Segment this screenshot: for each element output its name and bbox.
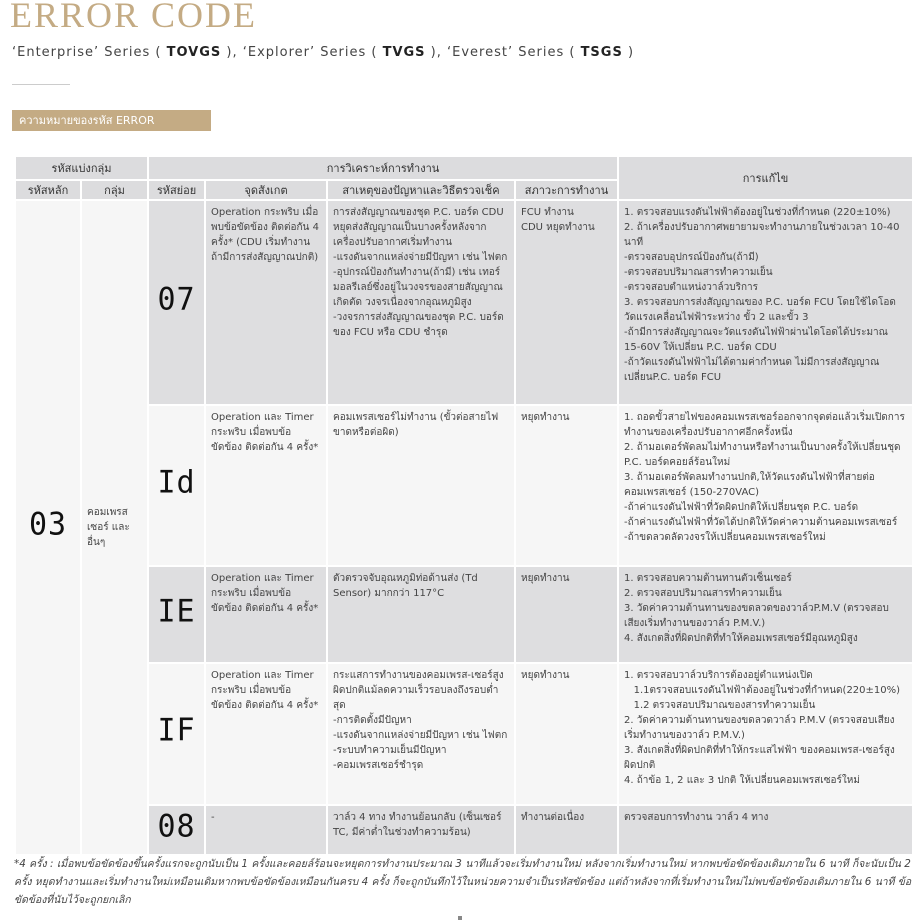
- model-tsgs: TSGS: [580, 45, 623, 60]
- group-cell: [81, 200, 148, 855]
- fix-line: 3. ตรวจสอบการส่งสัญญาณของ P.C. บอร์ด FCU โดยใช้ไดโอดวัดแรงเคลื่อนไฟฟ้าระหว่าง ขั้ว 2 และขั้ว 3: [624, 297, 896, 323]
- status-line: ทำงานต่อเนื่อง: [521, 812, 585, 823]
- sub-code: 08: [157, 808, 196, 845]
- sub-code-cell: [148, 805, 205, 855]
- observation-text: -: [211, 812, 215, 823]
- fix-header: การแก้ไข: [618, 156, 913, 200]
- cause-cell: [327, 566, 515, 663]
- col-sub-code: รหัสย่อย: [148, 180, 205, 200]
- cause-line: -แรงดันจากแหล่งจ่ายมีปัญหา เช่น ไฟตก: [333, 730, 508, 741]
- table-row: [15, 805, 913, 855]
- cause-cell: [327, 663, 515, 805]
- subtitle-text: ), ‘Everest’ Series (: [425, 45, 581, 60]
- fix-cell: [618, 663, 913, 805]
- col-main-code: รหัสหลัก: [15, 180, 81, 200]
- page-marker: [458, 916, 462, 920]
- fix-line: 2. ตรวจสอบปริมาณสารทำความเย็น: [624, 588, 782, 599]
- analysis-header: การวิเคราะห์การทำงาน: [148, 156, 618, 180]
- subtitle-text: ): [622, 45, 635, 60]
- status-line: FCU ทำงาน: [521, 207, 574, 218]
- status-cell: [515, 200, 618, 405]
- status-line: หยุดทำงาน: [521, 573, 570, 584]
- cause-line: ตัวตรวจจับอุณหภูมิท่อด้านส่ง (Td Sensor) มากกว่า 117°C: [333, 573, 481, 599]
- col-status: สภาวะการทำงาน: [515, 180, 618, 200]
- cause-line: -การติดตั้งมีปัญหา: [333, 715, 412, 726]
- group-header: รหัสแบ่งกลุ่ม: [15, 156, 148, 180]
- cause-cell: [327, 805, 515, 855]
- cause-line: วาล์ว 4 ทาง ทำงานย้อนกลับ (เซ็นเซอร์ TC, มีค่าต่ำในช่วงทำความร้อน): [333, 812, 505, 838]
- fix-line: 1. ตรวจสอบวาล์วบริการต้องอยู่ตำแหน่งเปิด: [624, 670, 813, 681]
- fix-cell: [618, 566, 913, 663]
- status-line: หยุดทำงาน: [521, 670, 570, 681]
- observation-text: Operation และ Timer กระพริบ เมื่อพบข้อขัดข้อง ติดต่อกัน 4 ครั้ง*: [211, 573, 319, 614]
- model-tovgs: TOVGS: [166, 45, 222, 60]
- fix-line: -ตรวจสอบอุปกรณ์ป้องกัน(ถ้ามี): [624, 252, 759, 263]
- sub-code: IF: [157, 712, 196, 749]
- table-row: [15, 200, 913, 405]
- group-label: คอมเพรส เซอร์ และ อื่นๆ: [87, 507, 130, 548]
- observation-cell: [205, 200, 327, 405]
- cause-cell: [327, 200, 515, 405]
- cause-line: คอมเพรสเซอร์ไม่ทำงาน (ขั้วต่อสายไฟขาดหรือต่อผิด): [333, 412, 499, 438]
- main-code: 03: [28, 505, 68, 543]
- observation-cell: [205, 805, 327, 855]
- observation-cell: [205, 566, 327, 663]
- col-observation: จุดสังเกต: [205, 180, 327, 200]
- sub-code-cell: [148, 566, 205, 663]
- fix-line: 4. สังเกตสิ่งที่ผิดปกติที่ทำให้คอมเพรสเซอร์มีอุณหภูมิสูง: [624, 633, 858, 644]
- fix-line: 3. สังเกตสิ่งที่ผิดปกติที่ทำให้กระแสไฟฟ้า ของคอมเพรส-เซอร์สูงผิดปกติ: [624, 745, 895, 771]
- model-tvgs: TVGS: [382, 45, 426, 60]
- cause-line: -วงจรการส่งสัญญาณของชุด P.C. บอร์ด ของ FCU หรือ CDU ชำรุด: [333, 312, 507, 338]
- status-line: หยุดทำงาน: [521, 412, 570, 423]
- sub-code: IE: [157, 592, 196, 630]
- fix-line: -ถ้าค่าแรงดันไฟฟ้าที่วัดได้ปกติให้วัดค่าความต้านคอมเพรสเซอร์: [624, 517, 898, 528]
- fix-line: -ถ้ามีการส่งสัญญาณจะวัดแรงดันไฟฟ้าผ่านไดโอดได้ประมาณ 15-60V ให้เปลี่ยน P.C. บอร์ด CDU: [624, 327, 892, 353]
- cause-line: -แรงดันจากแหล่งจ่ายมีปัญหา เช่น ไฟตก: [333, 252, 508, 263]
- fix-line: 3. ถ้ามอเตอร์พัดลมทำงานปกติ,ให้วัดแรงดันไฟฟ้าที่สายต่อคอมเพรสเซอร์ (150-270VAC): [624, 472, 875, 498]
- fix-cell: [618, 405, 913, 566]
- page-title: ERROR CODE: [10, 0, 258, 35]
- sub-code: Id: [157, 463, 196, 501]
- fix-line: 1.2 ตรวจสอบปริมาณของสารทำความเย็น: [624, 700, 816, 711]
- fix-line: -ตรวจสอบปริมาณสารทำความเย็น: [624, 267, 773, 278]
- cause-cell: [327, 405, 515, 566]
- cause-line: การส่งสัญญาณของชุด P.C. บอร์ด CDU หยุดส่งสัญญาณเป็นบางครั้งหลังจากเครื่องปรับอากาศเริ่มทำงาน: [333, 207, 507, 248]
- fix-line: -ถ้าวัดแรงดันไฟฟ้าไม่ได้ตามค่ากำหนด ไม่มีการส่งสัญญาณ เปลี่ยนP.C. บอร์ด FCU: [624, 357, 883, 383]
- observation-cell: [205, 663, 327, 805]
- observation-cell: [205, 405, 327, 566]
- table-row: [15, 405, 913, 566]
- status-line: CDU หยุดทำงาน: [521, 222, 595, 233]
- col-cause: สาเหตุของปัญหาและวิธีตรวจเช็ค: [327, 180, 515, 200]
- cause-line: -อุปกรณ์ป้องกันทำงาน(ถ้ามี) เช่น เทอร์มอลรีเลย์ซึ่งอยู่ในวงจรของสายสัญญาณเกิดตัด วงจรเนื่องจากอุณหภูมิสูง: [333, 267, 503, 308]
- fix-line: -ตรวจสอบตำแหน่งวาล์วบริการ: [624, 282, 759, 293]
- fix-line: 1. ตรวจสอบความต้านทานตัวเซ็นเซอร์: [624, 573, 792, 584]
- section-badge: ความหมายของรหัส ERROR: [12, 110, 211, 131]
- cause-line: -ระบบทำความเย็นมีปัญหา: [333, 745, 447, 756]
- sub-code-cell: [148, 200, 205, 405]
- fix-line: 1.1ตรวจสอบแรงดันไฟฟ้าต้องอยู่ในช่วงที่กำหนด(220±10%): [624, 685, 901, 696]
- subtitle-text: ), ‘Explorer’ Series (: [221, 45, 383, 60]
- fix-cell: [618, 805, 913, 855]
- error-code-table: [14, 155, 914, 856]
- fix-line: ตรวจสอบการทำงาน วาล์ว 4 ทาง: [624, 812, 769, 823]
- observation-text: Operation และ Timer กระพริบ เมื่อพบข้อขัดข้อง ติดต่อกัน 4 ครั้ง*: [211, 670, 319, 711]
- fix-line: 2. วัดค่าความต้านทานของขดลวดวาล์ว P.M.V (ตรวจสอบเสียงเริ่มทำงานของวาล์ว P.M.V.): [624, 715, 895, 741]
- fix-line: 1. ถอดขั้วสายไฟของคอมเพรสเซอร์ออกจากจุดต่อแล้วเริ่มเปิดการทำงานของเครื่องปรับอากาศอีกครั้งหนึ่ง: [624, 412, 905, 438]
- series-subtitle: [12, 45, 634, 60]
- status-cell: [515, 566, 618, 663]
- fix-line: 2. ถ้ามอเตอร์พัดลมไม่ทำงานหรือทำงานเป็นบางครั้งให้เปลี่ยนชุด P.C. บอร์ดคอยล์ร้อนใหม่: [624, 442, 904, 468]
- status-cell: [515, 663, 618, 805]
- sub-code-cell: [148, 405, 205, 566]
- main-code-cell: [15, 200, 81, 855]
- divider: [12, 84, 70, 85]
- table-row: [15, 566, 913, 663]
- fix-line: -ถ้าขดลวดลัดวงจรให้เปลี่ยนคอมเพรสเซอร์ใหม่: [624, 532, 826, 543]
- observation-text: Operation กระพริบ เมื่อพบข้อขัดข้อง ติดต่อกัน 4 ครั้ง* (CDU เริ่มทำงาน ถ้ามีการส่งสัญญาณปกติ): [211, 207, 319, 263]
- sub-code-cell: [148, 663, 205, 805]
- subtitle-text: ‘Enterprise’ Series (: [12, 45, 167, 60]
- cause-line: กระแสการทำงานของคอมเพรส-เซอร์สูงผิดปกติแม้ลดความเร็วรอบลงถึงรอบต่ำสุด: [333, 670, 504, 711]
- cause-line: -คอมเพรสเซอร์ชำรุด: [333, 760, 424, 771]
- observation-text: Operation และ Timer กระพริบ เมื่อพบข้อขัดข้อง ติดต่อกัน 4 ครั้ง*: [211, 412, 319, 453]
- fix-line: 2. ถ้าเครื่องปรับอากาศพยายามจะทำงานภายในช่วงเวลา 10-40 นาที: [624, 222, 903, 248]
- fix-line: 3. วัดค่าความต้านทานของขดลวดของวาล์วP.M.V (ตรวจสอบเสียงเริ่มทำงานของวาล์ว P.M.V.): [624, 603, 889, 629]
- status-cell: [515, 805, 618, 855]
- table-row: [15, 663, 913, 805]
- footnote: *4 ครั้ง : เมื่อพบข้อขัดข้องขึ้นครั้งแรกจะถูกนับเป็น 1 ครั้งและคอยล์ร้อนจะหยุดการทำงานประมาณ 3 นาทีแล้วจะเริ่มทำงานใหม่ หลังจากเริ่มทำงานใหม่ หากพบข้อขัดข้องเดิมภายใน 6 นาที ก็จะนับเป็น 2 ครั้ง หยุดทำงานและเริ่มทำงานใหม่เหมือนเดิมหากพบข้อขัดข้องเหมือนกันครบ 4 ครั้ง ก็จะถูกบันทึกไว้ในหน่วยความจำเป็นรหัสขัดข้อง แต่ถ้าหลังจากที่เริ่มทำงานใหม่ไม่พบข้อขัดข้องเดิมภายใน 6 นาที ข้อขัดข้องที่นับไว้จะถูกยกเลิก: [14, 858, 912, 906]
- fix-cell: [618, 200, 913, 405]
- fix-line: -ถ้าค่าแรงดันไฟฟ้าที่วัดผิดปกติให้เปลี่ยนชุด P.C. บอร์ด: [624, 502, 859, 513]
- col-group: กลุ่ม: [81, 180, 148, 200]
- sub-code: 07: [157, 280, 196, 318]
- fix-line: 4. ถ้าข้อ 1, 2 และ 3 ปกติ ให้เปลี่ยนคอมเพรสเซอร์ใหม่: [624, 775, 860, 786]
- status-cell: [515, 405, 618, 566]
- fix-line: 1. ตรวจสอบแรงดันไฟฟ้าต้องอยู่ในช่วงที่กำหนด (220±10%): [624, 207, 891, 218]
